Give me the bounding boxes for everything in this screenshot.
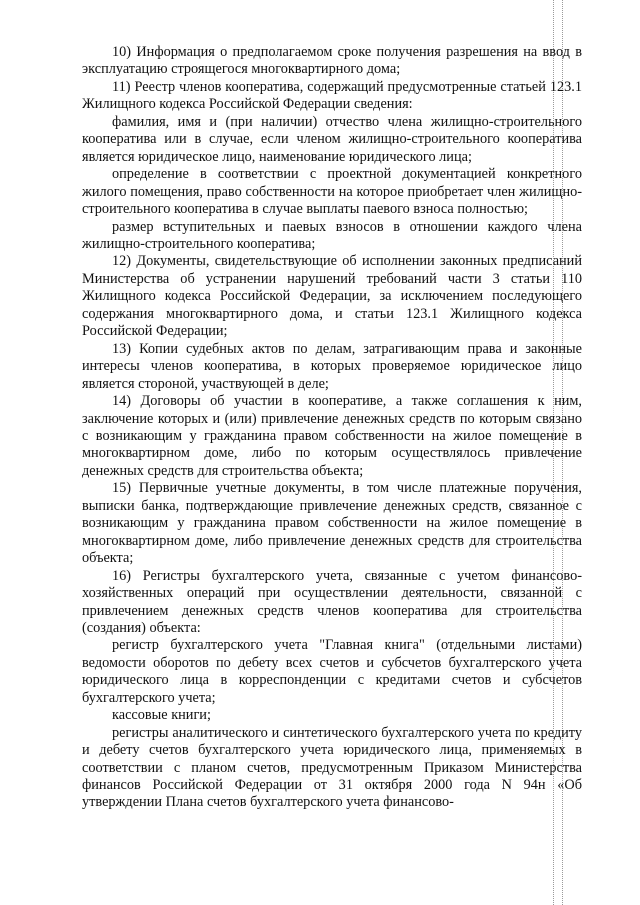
paragraph-item-15: 15) Первичные учетные документы, в том числе платежные поручения, выписки банка, подтверждающие привлечение денежных средств, связанное с возникающим у гражданина правом собственности на жилое помещение в многоквартирном доме, либо привлечение денежных средств для строительства объекта; [82, 480, 582, 567]
paragraph-item-10: 10) Информация о предполагаемом сроке получения разрешения на ввод в эксплуатацию строящегося многоквартирного дома; [82, 44, 582, 78]
paragraph-member-name: фамилия, имя и (при наличии) отчество члена жилищно-строительного кооператива или в случае, если членом жилищно-строительного кооператива является юридическое лицо, наименование юридического лица; [82, 113, 582, 165]
paragraph-registers: регистры аналитического и синтетического бухгалтерского учета по кредиту и дебету счетов бухгалтерского учета юридического лица, применяемых в соответствии с планом счетов, предусмотренным Приказом Министерства финансов Российской Федерации от 31 октября 2000 года N 94н «Об утверждении Плана счетов бухгалтерского учета финансово- [82, 724, 582, 811]
paragraph-item-12: 12) Документы, свидетельствующие об исполнении законных предписаний Министерства об устранении нарушений требований части 3 статьи 110 Жилищного кодекса Российской Федерации, за исключением последующего содержания многоквартирного дома, и статьи 123.1 Жилищного кодекса Российской Федерации; [82, 253, 582, 340]
paragraph-general-ledger: регистр бухгалтерского учета "Главная книга" (отдельными листами) ведомости оборотов по дебету всех счетов и субсчетов бухгалтерского учета юридического лица в корреспонденции с кредитами счетов и субсчетов бухгалтерского учета; [82, 637, 582, 706]
paragraph-member-fees: размер вступительных и паевых взносов в отношении каждого члена жилищно-строительного кооператива; [82, 218, 582, 252]
paragraph-item-13: 13) Копии судебных актов по делам, затрагивающим права и законные интересы членов кооператива, в которых проверяемое юридическое лицо является стороной, участвующей в деле; [82, 340, 582, 392]
paragraph-item-16: 16) Регистры бухгалтерского учета, связанные с учетом финансово-хозяйственных операций при осуществлении деятельности, связанной с привлечением денежных средств членов кооператива для строительства (создания) объекта: [82, 567, 582, 636]
paragraph-cash-books: кассовые книги; [112, 707, 211, 724]
paragraph-item-14: 14) Договоры об участии в кооперативе, а также соглашения к ним, заключение которых и (или) привлечение денежных средств по которым связано с возникающим у гражданина правом собственности на жилое помещение в многоквартирном доме, либо по которым осуществлялось привлечение денежных средств для строительства объекта; [82, 393, 582, 479]
document-page [82, 44, 582, 812]
paragraph-item-11: 11) Реестр членов кооператива, содержащий предусмотренные статьей 123.1 Жилищного кодекса Российской Федерации сведения: [82, 78, 582, 113]
paragraph-member-premises: определение в соответствии с проектной документацией конкретного жилого помещения, право собственности на которое приобретает член жилищно-строительного кооператива в случае выплаты паевого взноса полностью; [82, 166, 582, 218]
